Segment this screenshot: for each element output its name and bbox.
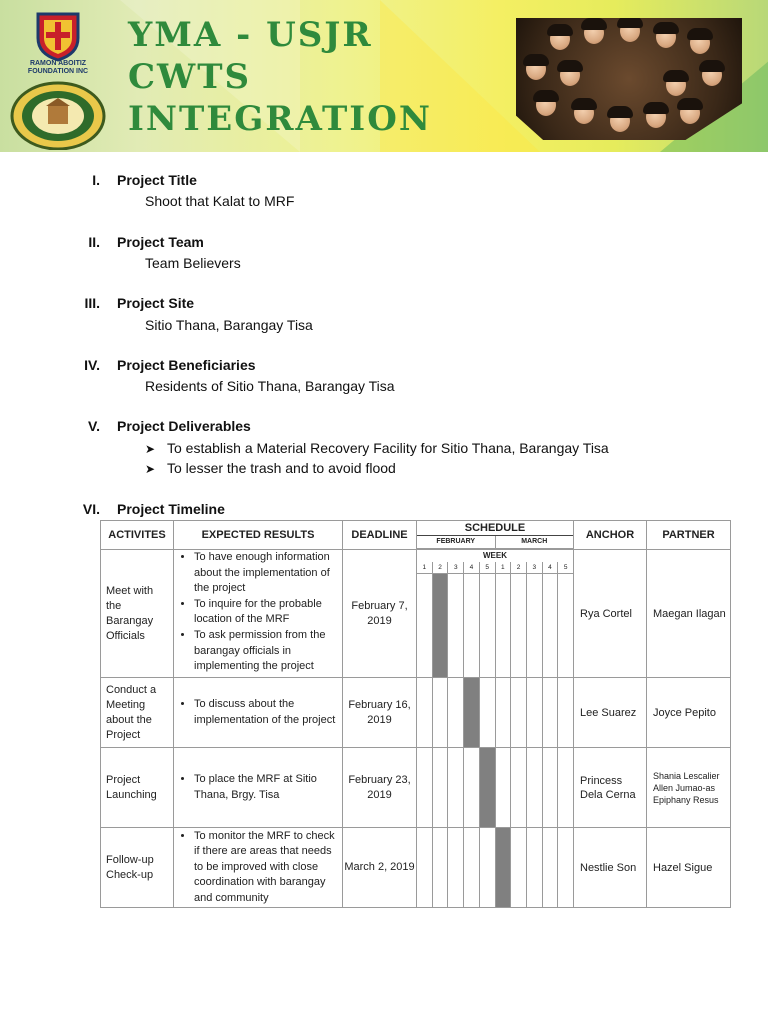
gantt-cell — [495, 748, 511, 827]
deadline-cell: February 23, 2019 — [343, 748, 417, 828]
list-item: ➤ To establish a Material Recovery Facility for Sitio Thana, Barangay Tisa — [145, 440, 609, 456]
activity-cell: Follow-up Check-up — [101, 828, 174, 908]
week-label: WEEK — [483, 551, 507, 560]
partner-cell: Hazel Sigue — [647, 828, 731, 908]
gantt-bars — [417, 828, 573, 907]
gantt-cell — [557, 678, 573, 747]
section-heading: Project Site — [117, 295, 195, 311]
gantt-cell — [479, 828, 495, 907]
gantt-cell — [479, 574, 495, 677]
gantt-cell — [557, 574, 573, 677]
section-number: VI. — [82, 501, 100, 517]
section-heading: Project Title — [117, 172, 197, 188]
section-body: Shoot that Kalat to MRF — [145, 193, 295, 209]
anchor-cell: Rya Cortel — [574, 550, 647, 678]
header-deadline: DEADLINE — [343, 521, 417, 550]
gantt-cell — [447, 828, 463, 907]
arrow-bullet-icon: ➤ — [145, 462, 156, 476]
results-cell: • To discuss about the implementation of the project — [174, 678, 343, 748]
section-heading: Project Timeline — [117, 501, 225, 517]
anchor-cell: Lee Suarez — [574, 678, 647, 748]
banner-title: YMA - USJR CWTS INTEGRATION — [128, 15, 432, 139]
activity-cell: Conduct a Meeting about the Project — [101, 678, 174, 748]
section-heading: Project Beneficiaries — [117, 357, 256, 373]
section-number: I. — [92, 172, 100, 188]
results-cell: • To have enough information about the implementation of the project • To inquire for the probable location of the MRF • To ask permission from the barangay officials in implementing the project — [174, 550, 343, 678]
results-cell: • To monitor the MRF to check if there are areas that needs to be improved with close coordination with barangay and community — [174, 828, 343, 908]
partner-cell: Maegan Ilagan — [647, 550, 731, 678]
section-body: Sitio Thana, Barangay Tisa — [145, 317, 313, 333]
gantt-bar — [432, 574, 448, 677]
gantt-cell — [542, 748, 558, 827]
gantt-cell — [447, 748, 463, 827]
gantt-cell — [510, 748, 526, 827]
partner-cell: Shania Lescalier Allen Jumao-as Epiphany Resus — [647, 748, 731, 828]
section-body: Team Believers — [145, 255, 241, 271]
schedule-cell — [417, 828, 574, 908]
gantt-cell — [417, 678, 432, 747]
gantt-cell — [542, 828, 558, 907]
header-partner: PARTNER — [647, 521, 731, 550]
table-row — [101, 748, 731, 828]
list-item: ➤ To lesser the trash and to avoid flood — [145, 460, 396, 476]
gantt-cell — [542, 574, 558, 677]
header-expected-results: EXPECTED RESULTS — [174, 521, 343, 550]
results-cell: • To place the MRF at Sitio Thana, Brgy. Tisa — [174, 748, 343, 828]
deadline-cell: March 2, 2019 — [343, 828, 417, 908]
gantt-cell — [463, 828, 479, 907]
section-heading: Project Team — [117, 234, 204, 250]
table-row — [101, 678, 731, 748]
section-number: II. — [88, 234, 100, 250]
table-row — [101, 550, 731, 678]
week-numbers: 1 2 3 4 5 1 2 3 4 5 — [417, 562, 573, 573]
gantt-cell — [417, 748, 432, 827]
gantt-cell — [447, 574, 463, 677]
deadline-cell: February 16, 2019 — [343, 678, 417, 748]
usjr-seal-icon — [8, 76, 108, 150]
gantt-cell — [526, 678, 542, 747]
gantt-cell — [495, 574, 511, 677]
gantt-cell — [526, 828, 542, 907]
gantt-cell — [417, 574, 432, 677]
anchor-cell: Princess Dela Cerna — [574, 748, 647, 828]
gantt-bars — [417, 748, 573, 827]
gantt-cell — [510, 574, 526, 677]
section-number: IV. — [84, 357, 100, 373]
deadline-cell: February 7, 2019 — [343, 550, 417, 678]
activity-cell: Project Launching — [101, 748, 174, 828]
gantt-bars — [417, 573, 573, 677]
arrow-bullet-icon: ➤ — [145, 442, 156, 456]
gantt-cell — [526, 574, 542, 677]
gantt-cell — [526, 748, 542, 827]
schedule-months: FEBRUARY MARCH — [417, 536, 573, 549]
section-number: III. — [84, 295, 100, 311]
schedule-cell — [417, 550, 574, 678]
gantt-cell — [432, 678, 448, 747]
group-photo — [516, 18, 742, 140]
gantt-cell — [447, 678, 463, 747]
gantt-cell — [479, 678, 495, 747]
timeline-table — [100, 520, 730, 902]
header-banner — [0, 0, 768, 152]
gantt-cell — [432, 828, 448, 907]
section-number: V. — [88, 418, 100, 434]
schedule-cell — [417, 748, 574, 828]
gantt-cell — [463, 748, 479, 827]
gantt-cell — [432, 748, 448, 827]
partner-cell: Joyce Pepito — [647, 678, 731, 748]
table-header-row — [101, 521, 731, 550]
gantt-cell — [557, 828, 573, 907]
gantt-cell — [417, 828, 432, 907]
anchor-cell: Nestlie Son — [574, 828, 647, 908]
gantt-cell — [542, 678, 558, 747]
table-row — [101, 828, 731, 908]
header-schedule: SCHEDULE FEBRUARY MARCH — [417, 521, 574, 550]
gantt-cell — [463, 574, 479, 677]
section-heading: Project Deliverables — [117, 418, 251, 434]
gantt-cell — [510, 678, 526, 747]
gantt-cell — [557, 748, 573, 827]
foundation-name: RAMON ABOITIZ FOUNDATION INC — [27, 60, 89, 75]
activity-cell: Meet with the Barangay Officials — [101, 550, 174, 678]
gantt-bar — [479, 748, 495, 827]
gantt-bars — [417, 678, 573, 747]
header-anchor: ANCHOR — [574, 521, 647, 550]
gantt-cell — [510, 828, 526, 907]
schedule-cell — [417, 678, 574, 748]
gantt-cell — [495, 678, 511, 747]
header-activities: ACTIVITES — [101, 521, 174, 550]
foundation-seal-icon — [30, 8, 86, 64]
gantt-bar — [463, 678, 479, 747]
section-body: Residents of Sitio Thana, Barangay Tisa — [145, 378, 395, 394]
gantt-bar — [495, 828, 511, 907]
